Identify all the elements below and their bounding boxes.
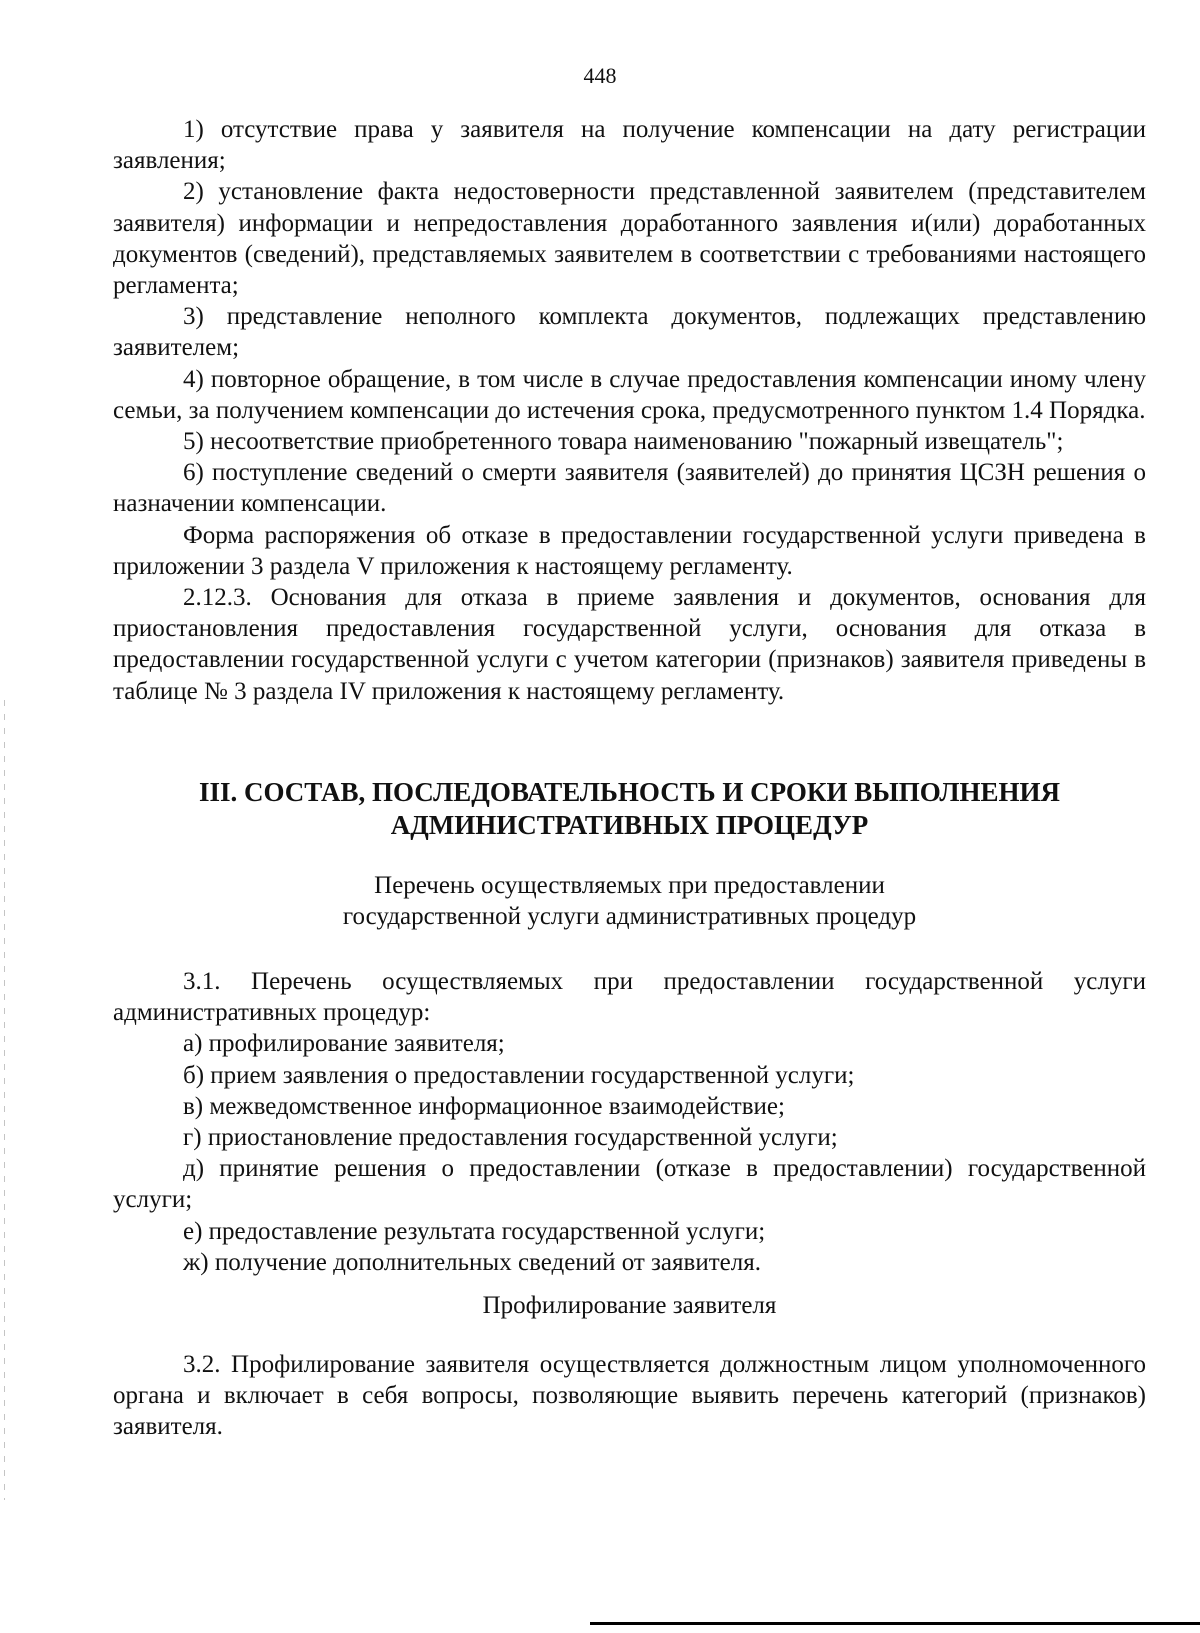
paragraph: 3.1. Перечень осуществляемых при предоставлении государственной услуги административных процедур: bbox=[113, 968, 1146, 1027]
list-item: 2) установление факта недостоверности представленной заявителем (представителем заявителя) информации и непредоставления доработанного заявления и(или) доработанных документов (сведений), представляемых заявителем в соответствии с требованиями настоящего регламента; bbox=[113, 178, 1146, 300]
section-heading-line: АДМИНИСТРАТИВНЫХ ПРОЦЕДУР bbox=[390, 810, 869, 840]
list-item: в) межведомственное информационное взаимодействие; bbox=[183, 1092, 785, 1120]
paragraph: Форма распоряжения об отказе в предоставлении государственной услуги приведена в приложении 3 раздела V приложения к настоящему регламенту. bbox=[113, 521, 1146, 580]
scan-bottom-artifact bbox=[590, 1622, 1200, 1625]
grounds-list bbox=[113, 114, 1146, 707]
list-item: 3) представление неполного комплекта документов, подлежащих представлению заявителем; bbox=[113, 303, 1146, 362]
procedures-list bbox=[113, 966, 1146, 1278]
list-item: д) принятие решения о предоставлении (отказе в предоставлении) государственной услуги; bbox=[113, 1155, 1146, 1214]
list-item: 4) повторное обращение, в том числе в случае предоставления компенсации иному члену семьи, за получением компенсации до истечения срока, предусмотренного пунктом 1.4 Порядка. bbox=[113, 365, 1146, 424]
subsection-heading-profiling: Профилирование заявителя bbox=[482, 1292, 777, 1319]
list-item: а) профилирование заявителя; bbox=[183, 1030, 505, 1058]
page-number: 448 bbox=[583, 63, 617, 88]
subsection-heading bbox=[113, 870, 1146, 932]
paragraph: 3.2. Профилирование заявителя осуществляется должностным лицом уполномоченного органа и включает в себя вопросы, позволяющие выявить перечень категорий (признаков) заявителя. bbox=[113, 1351, 1146, 1441]
profiling-section bbox=[113, 1349, 1146, 1443]
list-item: 1) отсутствие права у заявителя на получение компенсации на дату регистрации заявления; bbox=[113, 116, 1146, 175]
scan-edge-artifact bbox=[4, 700, 5, 1500]
subsection-heading-line: государственной услуги административных процедур bbox=[342, 903, 917, 930]
list-item: 5) несоответствие приобретенного товара наименованию "пожарный извещатель"; bbox=[183, 428, 1064, 456]
list-item: г) приостановление предоставления государственной услуги; bbox=[183, 1124, 838, 1152]
paragraph: 2.12.3. Основания для отказа в приеме заявления и документов, основания для приостановления предоставления государственной услуги, основания для отказа в предоставлении государственной услуги с учетом категории (признаков) заявителя приведены в таблице № 3 раздела IV приложения к настоящему регламенту. bbox=[113, 584, 1146, 705]
list-item: б) прием заявления о предоставлении государственной услуги; bbox=[183, 1061, 855, 1089]
subsection-heading-line: Перечень осуществляемых при предоставлении bbox=[374, 872, 885, 899]
list-item: ж) получение дополнительных сведений от заявителя. bbox=[183, 1248, 761, 1276]
section-heading bbox=[113, 776, 1146, 842]
list-item: е) предоставление результата государственной услуги; bbox=[183, 1217, 766, 1245]
section-heading-line: III. СОСТАВ, ПОСЛЕДОВАТЕЛЬНОСТЬ И СРОКИ ВЫПОЛНЕНИЯ bbox=[198, 777, 1061, 807]
list-item: 6) поступление сведений о смерти заявителя (заявителей) до принятия ЦСЗН решения о назначении компенсации. bbox=[113, 459, 1146, 518]
